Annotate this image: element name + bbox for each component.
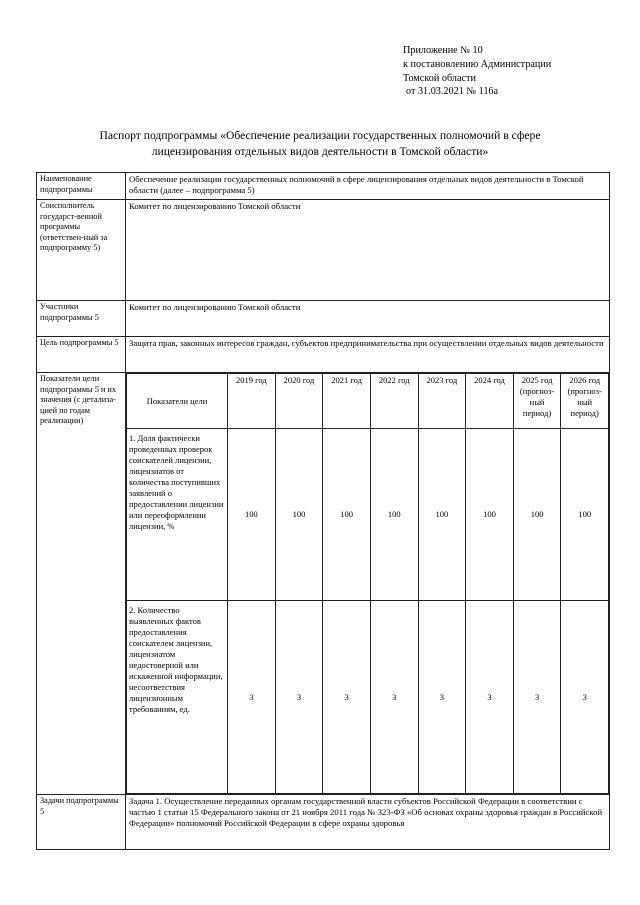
row-goal-label: Цель подпрограммы 5	[37, 337, 126, 373]
row-coexecutor	[37, 200, 610, 301]
indicator-row-2	[127, 601, 609, 794]
appendix-header	[403, 44, 551, 99]
indicator-value: 3	[513, 601, 561, 794]
row-name	[37, 173, 610, 200]
indicator-name: 1. Доля фактически проведенных проверок соискателей лицензии, лицензиатов от количества поступивших заявлений о предоставлении лицензии или переоформлении лицензии, %	[127, 429, 228, 601]
indicators-header-row	[127, 374, 609, 429]
row-participants	[37, 301, 610, 337]
year-header: 2026 год (прогноз-ный период)	[561, 374, 609, 429]
row-tasks-value: Задача 1. Осуществление переданных органам государственной власти субъектов Российской Федерации в соответствии с частью 1 статьи 15 Федерального закона от 21 ноября 2011 года № 323-ФЗ «Об основах охраны здоровья граждан в Российской Федерации» полномочий Российской Федерации в сфере охраны здоровья	[126, 795, 610, 850]
row-participants-value: Комитет по лицензированию Томской области	[126, 301, 610, 337]
indicator-value: 100	[228, 429, 276, 601]
indicator-value: 3	[228, 601, 276, 794]
row-participants-label: Участники подпрограммы 5	[37, 301, 126, 337]
indicator-value: 100	[513, 429, 561, 601]
indicator-value: 3	[275, 601, 323, 794]
year-header: 2025 год (прогноз-ный период)	[513, 374, 561, 429]
appendix-line-2: к постановлению Администрации	[403, 58, 552, 70]
indicator-row-1	[127, 429, 609, 601]
row-name-label: Наименование подпрограммы	[37, 173, 126, 200]
indicator-value: 100	[275, 429, 323, 601]
indicator-value: 100	[466, 429, 514, 601]
row-indicators-label: Показатели цели подпрограммы 5 и их значения (с детализа-цией по годам реализации)	[37, 373, 126, 795]
indicator-value: 3	[561, 601, 609, 794]
row-coexecutor-value: Комитет по лицензированию Томской области	[126, 200, 610, 301]
year-header: 2020 год	[275, 374, 323, 429]
indicators-header-name: Показатели цели	[127, 374, 228, 429]
indicator-value: 3	[466, 601, 514, 794]
indicator-value: 100	[418, 429, 466, 601]
row-tasks	[37, 795, 610, 850]
appendix-line-3: Томской области	[403, 72, 476, 84]
document-title	[40, 128, 600, 159]
row-name-value: Обеспечение реализации государственных полномочий в сфере лицензирования отдельных видов деятельности в Томской области (далее – подпрограмма 5)	[126, 173, 610, 200]
indicator-value: 3	[370, 601, 418, 794]
indicator-value: 100	[370, 429, 418, 601]
row-goal	[37, 337, 610, 373]
passport-table	[36, 172, 610, 850]
indicators-table	[126, 373, 609, 794]
indicator-name: 2. Количество выявленных фактов предоставления соискателем лицензии, лицензиатом недостоверной или искаженной информации, несоответствия лицензионным требованиям, ед.	[127, 601, 228, 794]
year-header: 2023 год	[418, 374, 466, 429]
appendix-line-1: Приложение № 10	[403, 45, 483, 56]
title-line-2: лицензирования отдельных видов деятельности в Томской области»	[151, 144, 489, 158]
indicator-value: 3	[323, 601, 371, 794]
title-line-1: Паспорт подпрограммы «Обеспечение реализации государственных полномочий в сфере	[99, 129, 541, 142]
row-tasks-label: Задачи подпрограммы 5	[37, 795, 126, 850]
indicators-cell	[126, 373, 610, 795]
row-indicators	[37, 373, 610, 795]
year-header: 2024 год	[466, 374, 514, 429]
indicator-value: 100	[561, 429, 609, 601]
year-header: 2021 год	[323, 374, 371, 429]
year-header: 2022 год	[370, 374, 418, 429]
year-header: 2019 год	[228, 374, 276, 429]
appendix-line-4: от 31.03.2021 № 116а	[406, 86, 499, 98]
row-coexecutor-label: Соисполнитель государст-венной программы (ответствен-ный за подпрограмму 5)	[37, 200, 126, 301]
indicator-value: 100	[323, 429, 371, 601]
indicator-value: 3	[418, 601, 466, 794]
row-goal-value: Защита прав, законных интересов граждан, субъектов предпринимательства при осуществлении отдельных видов деятельности	[126, 337, 610, 373]
